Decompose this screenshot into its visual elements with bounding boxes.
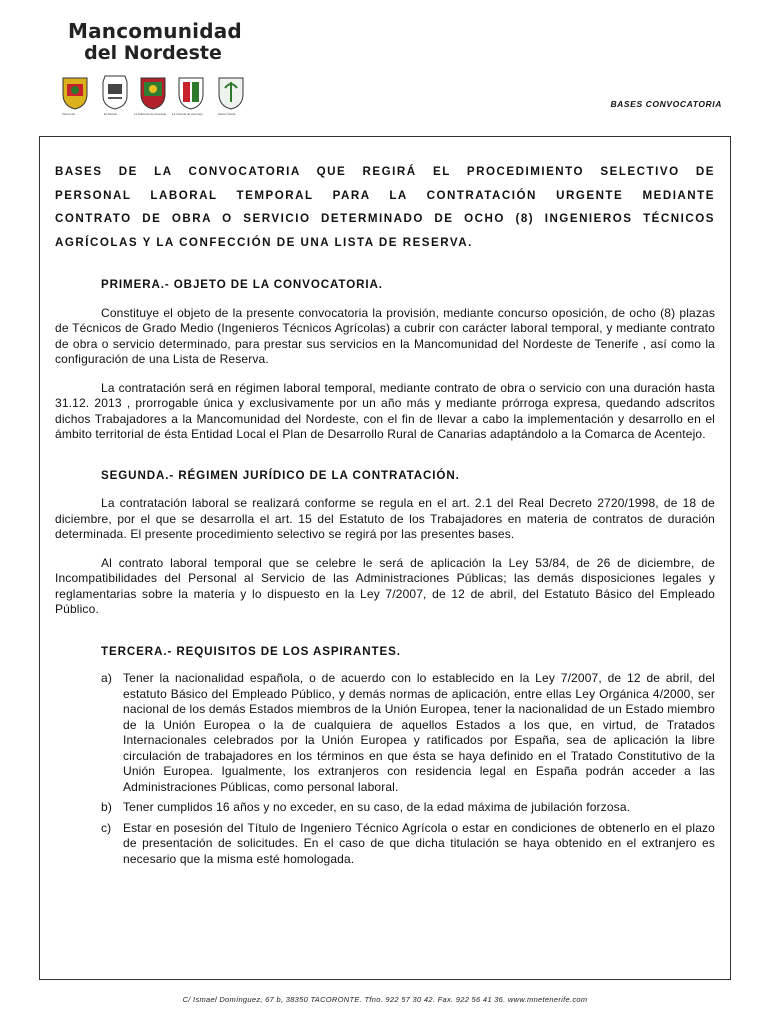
organization-logo [68, 19, 242, 64]
logo-line-1: Mancomunidad [68, 19, 242, 43]
document-type-tag: BASES CONVOCATORIA [610, 99, 722, 109]
tacoronte-shield-icon [60, 74, 90, 110]
requirements-list [55, 671, 715, 867]
el-sauzal-shield-icon [100, 74, 130, 110]
shield-label: La Matanza de Acentejo [134, 112, 167, 116]
paragraph: Al contrato laboral temporal que se celebre le será de aplicación la Ley 53/84, de 26 de diciembre, de Incompatibilidades del Personal al Servicio de las Administraciones Públicas; las demás disposiciones legales y reglamentarias sobre la materia y lo dispuesto en la Ley 7/2007, de 12 de abril, del Estatuto Básico del Empleado Público. [55, 555, 715, 616]
la-matanza-shield-icon [138, 74, 168, 110]
list-marker: b) [101, 800, 112, 814]
list-marker: a) [101, 671, 112, 685]
title-line: BASES DE LA CONVOCATORIA QUE REGIRÁ EL PROCEDIMIENTO SELECTIVO DE [55, 165, 715, 178]
logo-line-2: del Nordeste [84, 42, 222, 64]
section-heading-segunda: SEGUNDA.- RÉGIMEN JURÍDICO DE LA CONTRATACIÓN. [101, 468, 460, 482]
list-item-text: Tener cumplidos 16 años y no exceder, en su caso, de la edad máxima de jubilación forzosa. [123, 800, 631, 814]
list-item-text: Tener la nacionalidad española, o de acuerdo con lo establecido en la Ley 7/2007, de 12 de abril, del estatuto Básico del Empleado Público, y demás normas de aplicación, entre ellas Ley Orgánica 4/2000, ser nacional de los demás Estados miembros de la Unión Europea, tener la nacionalidad de un Estado miembro de la Unión Europea o la de cualquiera de aquellos Estados a los que, en virtud, de Tratados Internacionales celebrados por la Unión Europea y ratificados por España, sea de aplicación la libre circulación de trabajadores en los términos en que ésta se haya definido en el Tratado Constitutivo de la Unión Europea. Igualmente, los extranjeros con residencia legal en España podrán acceder a las Administraciones Públicas, como personal laboral. [123, 671, 715, 794]
page-header [0, 0, 770, 140]
list-item [55, 671, 715, 795]
title-line: CONTRATO DE OBRA O SERVICIO DETERMINADO DE OCHO (8) INGENIEROS TÉCNICOS [55, 212, 715, 225]
document-title [55, 160, 715, 254]
title-line: PERSONAL LABORAL TEMPORAL PARA LA CONTRATACIÓN URGENTE MEDIANTE [55, 188, 715, 202]
document-body [55, 160, 715, 867]
list-marker: c) [101, 820, 112, 835]
la-victoria-shield-icon [176, 74, 206, 110]
shield-label: El Sauzal [104, 112, 117, 116]
paragraph: La contratación laboral se realizará conforme se regula en el art. 2.1 del Real Decreto 2720/1998, de 18 de diciembre, por el que se desarrolla el art. 15 del Estatuto de los Trabajadores en materia de contratos de duración determinada. El presente procedimiento selectivo se regirá por las presentes bases. [55, 496, 715, 541]
list-item [55, 821, 715, 868]
section-heading-primera: PRIMERA.- OBJETO DE LA CONVOCATORIA. [101, 278, 383, 291]
municipal-shields [58, 74, 258, 118]
page-footer: C/ Ismael Domínguez, 67 b, 38350 TACORONTE. Tfno. 922 57 30 42. Fax. 922 56 41 36. www.mnetenerife.com [182, 995, 588, 1004]
list-item-text: Estar en posesión del Título de Ingeniero Técnico Agrícola o estar en condiciones de obtenerlo en el plazo de presentación de solicitudes. En el caso de que dicha titulación se haya obtenido en el extranjero es necesario que la misma esté homologada. [123, 820, 715, 866]
title-line: AGRÍCOLAS Y LA CONFECCIÓN DE UNA LISTA DE RESERVA. [55, 235, 473, 249]
shield-label: La Victoria de Acentejo [172, 112, 203, 116]
paragraph: Constituye el objeto de la presente convocatoria la provisión, mediante concurso oposición, de ocho (8) plazas de Técnicos de Grado Medio (Ingenieros Técnicos Agrícolas) a cubrir con carácter laboral temporal, y mediante contrato de obra o servicio determinado, para prestar sus servicios en la Mancomunidad del Nordeste de Tenerife , así como la configuración de una Lista de Reserva. [55, 305, 715, 366]
shield-label: Tacoronte [62, 112, 76, 116]
santa-ursula-shield-icon [216, 74, 246, 110]
section-heading-tercera: TERCERA.- REQUISITOS DE LOS ASPIRANTES. [101, 644, 401, 658]
paragraph: La contratación será en régimen laboral temporal, mediante contrato de obra o servicio con una duración hasta 31.12. 2013 , prorrogable única y exclusivamente por un año más y mediante prórroga expresa, quedando adscritos dichos Trabajadores a la Mancomunidad del Nordeste, con el fin de llevar a cabo la implementación y desarrollo en el ámbito territorial de ésta Entidad Local el Plan de Desarrollo Rural de Canarias adaptándolo a la Comarca de Acentejo. [55, 380, 715, 441]
list-item [55, 800, 715, 816]
shield-label: Santa Úrsula [218, 112, 236, 116]
